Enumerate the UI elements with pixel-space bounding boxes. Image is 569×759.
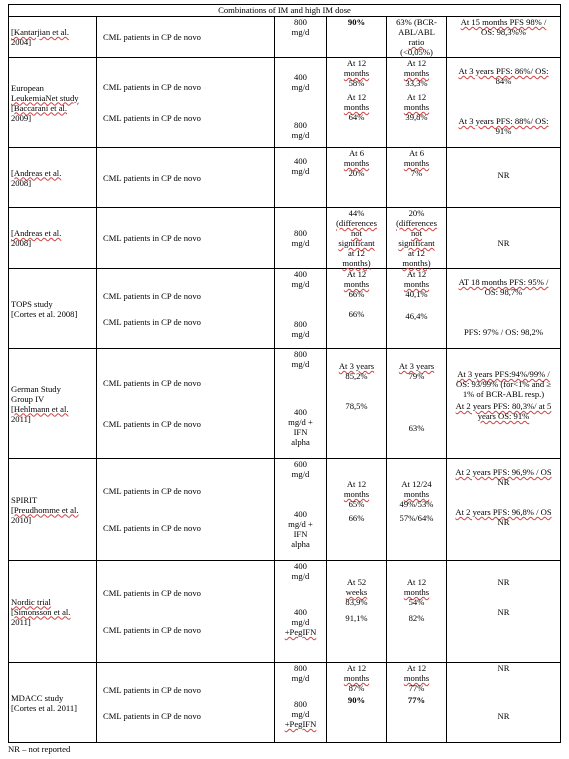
dose-cell xyxy=(275,663,327,743)
study-cell xyxy=(9,208,97,269)
cell-line: 63% (BCR- xyxy=(396,17,437,27)
cell-line: At 2 years PFS: 96,8% / OS xyxy=(455,507,552,517)
cell-line: [Kantarjian et al. xyxy=(11,27,69,37)
cell-line: months xyxy=(343,68,370,78)
outcome-cell xyxy=(447,561,561,663)
response-cell xyxy=(327,349,387,459)
cell-line: At 6 xyxy=(408,148,425,158)
cell-line: 2009] xyxy=(11,112,32,123)
cell-line: not xyxy=(411,228,422,238)
study-cell xyxy=(9,269,97,349)
cell-line: 800 xyxy=(294,663,307,673)
cell-line: 49%/53% xyxy=(399,499,434,509)
table-row xyxy=(9,208,561,269)
table-row xyxy=(9,58,561,148)
population-text: CML patients in CP de novo xyxy=(103,625,201,635)
response-cell xyxy=(327,17,387,58)
outcome-cell xyxy=(447,459,561,561)
cell-line: mg/d xyxy=(291,238,310,248)
cell-line: months xyxy=(403,673,430,683)
population-cell xyxy=(97,58,275,148)
study-cell xyxy=(9,148,97,208)
cell-line: At 12 xyxy=(406,269,427,279)
cell-line: months xyxy=(343,673,370,683)
footnote: NR – not reported xyxy=(8,744,71,754)
response-cell xyxy=(387,17,447,58)
cell-line: At 52 xyxy=(346,577,367,587)
cell-line: months xyxy=(403,489,430,499)
population-text: CML patients in CP de novo xyxy=(103,316,201,327)
cell-line: not xyxy=(351,228,362,238)
cell-line: 46,4% xyxy=(405,311,428,321)
response-cell xyxy=(327,561,387,663)
cell-line: mg/d + xyxy=(288,519,313,529)
cell-line: mg/d xyxy=(291,359,310,369)
outcome-cell xyxy=(447,349,561,459)
cell-line: alpha xyxy=(291,539,310,549)
cell-line: 2008] xyxy=(11,238,32,248)
cell-line: 91% xyxy=(495,126,512,136)
cell-line: 800 xyxy=(294,699,307,709)
population-text: CML patients in CP de novo xyxy=(103,523,201,533)
dose-cell xyxy=(275,148,327,208)
response-cell xyxy=(387,459,447,561)
cell-line: ratio xyxy=(408,37,425,47)
population-text: CML patients in CP de novo xyxy=(103,486,201,496)
cell-line: 2008] xyxy=(11,177,32,188)
cell-line: At 2 years PFS: 80,3%/ at 5 xyxy=(455,401,552,411)
population-text: CML patients in CP de novo xyxy=(103,419,201,429)
outcome-cell xyxy=(447,17,561,58)
cell-line: 65% xyxy=(348,499,365,509)
response-cell xyxy=(327,148,387,208)
cell-line: AT 18 months PFS: 95% / xyxy=(458,277,549,287)
cell-line: months xyxy=(403,587,430,597)
document-page xyxy=(8,4,560,743)
cell-line: At 12 xyxy=(346,92,367,102)
cell-line: At 12/24 xyxy=(401,479,432,489)
cell-line: [Preudhomme et al. xyxy=(11,504,79,515)
results-table xyxy=(8,4,561,743)
population-text: CML patients in CP de novo xyxy=(103,684,201,695)
cell-line: NR xyxy=(497,711,510,721)
cell-line: 1% of BCR-ABL resp.) xyxy=(462,389,545,399)
cell-line: 77% xyxy=(407,695,426,705)
cell-line: 400 xyxy=(294,509,307,519)
population-cell xyxy=(97,208,275,269)
dose-cell xyxy=(275,58,327,148)
study-cell xyxy=(9,459,97,561)
cell-line: TOPS study xyxy=(11,298,53,309)
cell-line: 2011] xyxy=(11,413,31,424)
response-cell xyxy=(387,58,447,148)
cell-line: months xyxy=(343,158,370,168)
cell-line: months xyxy=(343,279,370,289)
population-cell xyxy=(97,349,275,459)
cell-line: [Baccarani et al. xyxy=(11,102,68,113)
cell-line: NR xyxy=(497,477,510,487)
dose-cell xyxy=(275,208,327,269)
cell-line: 40,1% xyxy=(405,289,428,299)
cell-line: NR xyxy=(497,517,510,527)
cell-line: NR xyxy=(497,607,510,617)
cell-line: months xyxy=(403,68,430,78)
cell-line: ABL/ABL xyxy=(398,27,435,37)
cell-line: NR xyxy=(497,238,510,248)
dose-cell xyxy=(275,349,327,459)
population-cell xyxy=(97,148,275,208)
cell-line: mg/d xyxy=(291,82,310,92)
cell-line: NR xyxy=(497,577,510,587)
outcome-cell xyxy=(447,148,561,208)
cell-line: 82% xyxy=(408,613,425,623)
cell-line: 85,2% xyxy=(345,371,368,381)
cell-line: At 3 years xyxy=(338,361,375,371)
cell-line: 400 xyxy=(294,156,307,166)
cell-line: 66% xyxy=(348,309,365,319)
cell-line: mg/d xyxy=(291,617,310,627)
response-cell xyxy=(387,269,447,349)
study-cell xyxy=(9,663,97,743)
cell-line: OS: 98,7% xyxy=(484,287,523,297)
cell-line: 39,8% xyxy=(405,112,428,122)
cell-line: [Cortes et al. 2008] xyxy=(11,308,78,319)
cell-line: 78,5% xyxy=(345,401,368,411)
cell-line: +PegIFN xyxy=(284,719,317,729)
cell-line: (differences xyxy=(396,218,437,228)
cell-line: months) xyxy=(402,258,431,268)
outcome-cell xyxy=(447,58,561,148)
cell-line: [Andreas et al. xyxy=(11,228,62,238)
cell-line: MDACC study xyxy=(11,692,64,703)
response-cell xyxy=(327,269,387,349)
cell-line: 63% xyxy=(408,423,425,433)
cell-line: months xyxy=(403,158,430,168)
cell-line: mg/d xyxy=(291,27,310,37)
cell-line: months xyxy=(343,489,370,499)
study-cell xyxy=(9,58,97,148)
cell-line: 83,9% xyxy=(345,597,368,607)
table-title: Combinations of IM and high IM dose xyxy=(9,5,561,17)
cell-line: [Hehlmann et al. xyxy=(11,403,69,414)
dose-cell xyxy=(275,459,327,561)
cell-line: 79% xyxy=(408,371,425,381)
cell-line: At 12 xyxy=(346,663,367,673)
study-cell xyxy=(9,349,97,459)
population-text: CML patients in CP de novo xyxy=(103,172,201,183)
cell-line: mg/d xyxy=(291,166,310,176)
response-cell xyxy=(387,561,447,663)
cell-line: SPIRIT xyxy=(11,494,38,505)
cell-line: [Cortes et al. 2011] xyxy=(11,702,78,713)
cell-line: At 6 xyxy=(348,148,365,158)
cell-line: 400 xyxy=(294,269,307,279)
population-text: CML patients in CP de novo xyxy=(103,378,201,388)
cell-line: At 12 xyxy=(406,577,427,587)
cell-line: at 12 xyxy=(348,248,365,258)
cell-line: 77% xyxy=(408,683,425,693)
table-row xyxy=(9,148,561,208)
cell-line: (differences xyxy=(336,218,377,228)
cell-line: At 12 xyxy=(346,269,367,279)
cell-line: PFS: 97% / OS: 98,2% xyxy=(463,327,544,337)
response-cell xyxy=(327,208,387,269)
population-text: CML patients in CP de novo xyxy=(103,113,201,123)
cell-line: German Study xyxy=(11,383,61,394)
response-cell xyxy=(387,663,447,743)
cell-line: 400 xyxy=(294,407,307,417)
table-row xyxy=(9,663,561,743)
cell-line: mg/d xyxy=(291,329,310,339)
table-row xyxy=(9,17,561,58)
cell-line: months xyxy=(403,102,430,112)
response-cell xyxy=(387,208,447,269)
cell-line: [Simonsson et al. xyxy=(11,606,71,617)
cell-line: At 2 years PFS: 96,9% / OS xyxy=(455,467,552,477)
cell-line: 58% xyxy=(348,78,365,88)
cell-line: (<0,05%) xyxy=(400,47,433,57)
cell-line: 84% xyxy=(495,76,512,86)
cell-line: European xyxy=(11,82,44,93)
table-row xyxy=(9,561,561,663)
cell-line: +PegIFN xyxy=(284,627,317,637)
outcome-cell xyxy=(447,208,561,269)
cell-line: 20% xyxy=(348,168,365,178)
population-text: CML patients in CP de novo xyxy=(103,588,201,598)
cell-line: At 12 xyxy=(406,92,427,102)
cell-line: 87% xyxy=(348,683,365,693)
cell-line: At 12 xyxy=(406,663,427,673)
table-row xyxy=(9,269,561,349)
table-title-row xyxy=(9,5,561,17)
cell-line: 400 xyxy=(294,607,307,617)
cell-line: 54% xyxy=(408,597,425,607)
cell-line: 44% xyxy=(348,208,365,218)
dose-cell xyxy=(275,561,327,663)
population-cell xyxy=(97,459,275,561)
cell-line: 2010] xyxy=(11,514,32,525)
cell-line: 400 xyxy=(294,561,307,571)
cell-line: 600 xyxy=(294,459,307,469)
response-cell xyxy=(327,459,387,561)
population-cell xyxy=(97,17,275,58)
cell-line: significant xyxy=(398,238,435,248)
cell-line: At 3 years PFS: 88%/ OS: xyxy=(458,116,549,126)
cell-line: IFN xyxy=(293,529,308,539)
cell-line: 800 xyxy=(294,349,307,359)
population-text: CML patients in CP de novo xyxy=(103,32,201,42)
cell-line: 33,3% xyxy=(405,78,428,88)
population-text: CML patients in CP de novo xyxy=(103,290,201,301)
population-cell xyxy=(97,561,275,663)
cell-line: NR xyxy=(497,170,510,180)
response-cell xyxy=(387,349,447,459)
cell-line: 800 xyxy=(294,17,307,27)
cell-line: significant xyxy=(338,238,375,248)
cell-line: 91,1% xyxy=(345,613,368,623)
cell-line: 7% xyxy=(410,168,423,178)
cell-line: 90% xyxy=(347,695,366,705)
cell-line: years OS: 91% xyxy=(477,411,530,421)
cell-line: 400 xyxy=(294,72,307,82)
cell-line: at 12 xyxy=(408,248,425,258)
cell-line: mg/d xyxy=(291,279,310,289)
response-cell xyxy=(387,148,447,208)
population-cell xyxy=(97,269,275,349)
cell-line: OS: 93/99% (for<1% and ≥ xyxy=(455,379,551,389)
population-cell xyxy=(97,663,275,743)
cell-line: 800 xyxy=(294,319,307,329)
cell-line: 800 xyxy=(294,228,307,238)
population-text: CML patients in CP de novo xyxy=(103,82,201,92)
table-row xyxy=(9,459,561,561)
cell-line: 64% xyxy=(348,112,365,122)
cell-line: 800 xyxy=(294,120,307,130)
cell-line: mg/d xyxy=(291,571,310,581)
cell-line: At 3 years PFS:94%/99% / xyxy=(457,369,550,379)
cell-line: 66% xyxy=(348,289,365,299)
study-cell xyxy=(9,561,97,663)
dose-cell xyxy=(275,17,327,58)
cell-line: At 12 xyxy=(346,479,367,489)
dose-cell xyxy=(275,269,327,349)
cell-line: mg/d xyxy=(291,673,310,683)
cell-line: mg/d xyxy=(291,709,310,719)
cell-line: 2011] xyxy=(11,616,31,627)
cell-line: IFN xyxy=(293,427,308,437)
cell-line: months xyxy=(343,102,370,112)
outcome-cell xyxy=(447,269,561,349)
cell-line: At 12 xyxy=(346,58,367,68)
cell-line: weeks xyxy=(345,587,368,597)
cell-line: mg/d xyxy=(291,130,310,140)
cell-line: 2004] xyxy=(11,37,32,47)
cell-line: 20% xyxy=(408,208,425,218)
cell-line: months) xyxy=(342,258,371,268)
cell-line: At 12 xyxy=(406,58,427,68)
cell-line: [Andreas et al. xyxy=(11,167,62,178)
population-text: CML patients in CP de novo xyxy=(103,233,201,243)
population-text: CML patients in CP de novo xyxy=(103,710,201,721)
cell-line: 66% xyxy=(348,513,365,523)
cell-line: mg/d xyxy=(291,469,310,479)
study-cell xyxy=(9,17,97,58)
cell-line: alpha xyxy=(291,437,310,447)
cell-line: At 3 years PFS: 86%/ OS: xyxy=(458,66,549,76)
cell-line: OS: 98,3%% xyxy=(481,27,526,37)
cell-line: 57%/64% xyxy=(399,513,434,523)
response-cell xyxy=(327,58,387,148)
cell-line: Group IV xyxy=(11,393,45,404)
cell-line: At 15 months PFS 98% / xyxy=(460,17,547,27)
outcome-cell xyxy=(447,663,561,743)
cell-line: months xyxy=(403,279,430,289)
cell-line: LeukemiaNet study xyxy=(11,92,79,103)
cell-line: At 3 years xyxy=(398,361,435,371)
table-row xyxy=(9,349,561,459)
cell-line: NR xyxy=(497,663,510,673)
cell-line: Nordic trial xyxy=(11,596,51,607)
cell-line: 90% xyxy=(347,17,366,27)
response-cell xyxy=(327,663,387,743)
cell-line: mg/d + xyxy=(288,417,313,427)
